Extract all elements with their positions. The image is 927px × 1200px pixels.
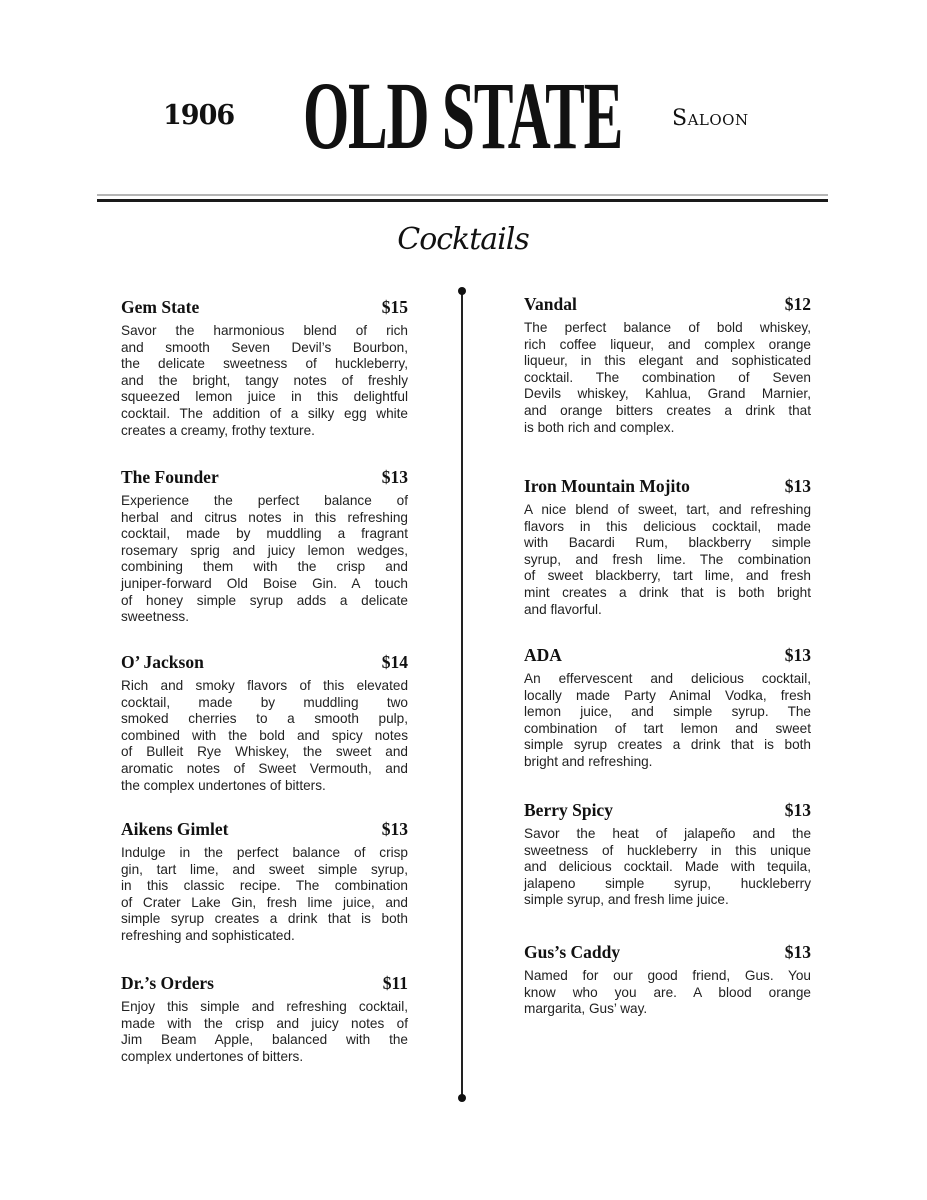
menu-item-description-line: and the bright, tangy notes of freshly — [121, 372, 408, 388]
menu-item-description-line: smoked cherries to a smooth pulp, — [121, 711, 408, 727]
column-divider — [461, 292, 463, 1098]
menu-item-description-line: combining them with the crisp and — [121, 559, 408, 575]
menu-item — [121, 297, 408, 439]
menu-item-header — [121, 467, 408, 487]
menu-item — [524, 942, 811, 1018]
menu-item-header — [121, 973, 408, 993]
menu-item — [121, 467, 408, 626]
menu-item-description-line: the delicate sweetness of huckleberry, — [121, 356, 408, 372]
menu-item-price: $13 — [381, 467, 408, 487]
menu-item-name: The Founder — [121, 467, 219, 487]
menu-item-description-line: simple syrup creates a drink that is both — [524, 737, 811, 753]
menu-item-description-line: with Bacardi Rum, blackberry simple — [524, 535, 811, 551]
menu-item-description-line: lemon juice, and simple syrup. The — [524, 704, 811, 720]
menu-item-name: Iron Mountain Mojito — [524, 476, 690, 496]
menu-item-description-line: margarita, Gus’ way. — [524, 1001, 648, 1017]
menu-item-description-line: gin, tart lime, and sweet simple syrup, — [121, 861, 408, 877]
menu-item-description-line: in this classic recipe. The combination — [121, 878, 408, 894]
menu-item-price: $13 — [784, 476, 811, 496]
menu-item-description-line: of Crater Lake Gin, fresh lime juice, and — [121, 894, 408, 910]
menu-item-price: $13 — [381, 819, 408, 839]
menu-item-description-line: mint creates a drink that is both bright — [524, 584, 811, 600]
menu-item-header — [121, 297, 408, 317]
menu-item-description-line: flavors in this delicious cocktail, made — [524, 518, 811, 534]
menu-item-description-line: aromatic notes of Sweet Vermouth, and — [121, 760, 408, 776]
menu-item-description-line: An effervescent and delicious cocktail, — [524, 671, 811, 686]
menu-item-name: Dr.’s Orders — [121, 973, 214, 993]
menu-item-description-line: combined with the bold and spicy notes — [121, 727, 408, 743]
menu-item-description-line: combination of tart lemon and sweet — [524, 720, 811, 736]
menu-item-description-line: cocktail. The combination of Seven — [524, 369, 811, 385]
menu-item-description-line: sweetness of huckleberry in this unique — [524, 842, 811, 858]
menu-item — [121, 973, 408, 1065]
menu-item-description-line: jalapeno simple syrup, huckleberry — [524, 875, 811, 891]
menu-item-description-line: Jim Beam Apple, balanced with the — [121, 1032, 408, 1048]
header-year: 1906 — [163, 100, 235, 131]
menu-item-name: O’ Jackson — [121, 652, 204, 672]
menu-item-description-line: cocktail, made by muddling two — [121, 694, 408, 710]
menu-item-description-line: and orange bitters creates a drink that — [524, 402, 811, 418]
menu-item — [524, 645, 811, 771]
menu-item-description-line: squeezed lemon juice in this delightful — [121, 389, 408, 405]
menu-item-price: $12 — [784, 294, 811, 314]
menu-item-price: $13 — [784, 645, 811, 665]
menu-item-description-line: Experience the perfect balance of — [121, 493, 408, 508]
menu-item-header — [524, 476, 811, 496]
menu-item-price: $14 — [381, 652, 408, 672]
menu-item-header — [524, 645, 811, 665]
menu-item-description-line: and smooth Seven Devil’s Bourbon, — [121, 339, 408, 355]
header-divider-thin — [97, 194, 828, 196]
menu-item-description-line: rich coffee liqueur, and complex orange — [524, 336, 811, 352]
menu-item-description-line: sweetness. — [121, 609, 190, 625]
menu-item-price: $13 — [784, 942, 811, 962]
menu-item-description-line: rosemary sprig and juicy lemon wedges, — [121, 542, 408, 558]
menu-item-description-line: Savor the harmonious blend of rich — [121, 323, 408, 338]
menu-item-name: Aikens Gimlet — [121, 819, 229, 839]
menu-item-description-line: cocktail. The addition of a silky egg white — [121, 405, 408, 421]
menu-item-header — [524, 800, 811, 820]
menu-item-description-line: cocktail, made by muddling a fragrant — [121, 526, 408, 542]
menu-item-description-line: of honey simple syrup adds a delicate — [121, 592, 408, 608]
menu-item — [121, 819, 408, 945]
menu-item-description-line: Devils whiskey, Kahlua, Grand Marnier, — [524, 386, 811, 402]
menu-item-description-line: is both rich and complex. — [524, 419, 675, 435]
menu-item — [524, 800, 811, 909]
menu-item-description-line: Rich and smoky flavors of this elevated — [121, 678, 408, 693]
menu-item-description-line: made with the crisp and juicy notes of — [121, 1015, 408, 1031]
menu-item-description-line: locally made Party Animal Vodka, fresh — [524, 687, 811, 703]
menu-item-price: $13 — [784, 800, 811, 820]
menu-item-description-line: syrup, and fresh lime. The combination — [524, 551, 811, 567]
divider-top-dot — [458, 287, 466, 295]
menu-item-name: Gem State — [121, 297, 200, 317]
menu-item-description-line: Enjoy this simple and refreshing cocktail, — [121, 999, 408, 1014]
menu-item-description-line: A nice blend of sweet, tart, and refreshing — [524, 502, 811, 517]
menu-item-name: ADA — [524, 645, 562, 665]
menu-item-description-line: creates a creamy, frothy texture. — [121, 422, 315, 438]
menu-item-description-line: Named for our good friend, Gus. You — [524, 968, 811, 983]
menu-item — [524, 476, 811, 618]
menu-item-description-line: refreshing and sophisticated. — [121, 927, 295, 943]
divider-bottom-dot — [458, 1094, 466, 1102]
header-title: OLD STATE — [303, 62, 623, 169]
menu-item-description-line: juniper-forward Old Boise Gin. A touch — [121, 575, 408, 591]
menu-item-description-line: the complex undertones of bitters. — [121, 777, 326, 793]
menu-item-header — [524, 294, 811, 314]
menu-item-description-line: liqueur, in this elegant and sophisticated — [524, 353, 811, 369]
menu-item-description-line: of Bulleit Rye Whiskey, the sweet and — [121, 744, 408, 760]
menu-item-description-line: simple syrup creates a drink that is both — [121, 911, 408, 927]
menu-item-price: $11 — [382, 973, 408, 993]
menu-item-name: Gus’s Caddy — [524, 942, 621, 962]
section-title: Cocktails — [397, 222, 529, 257]
menu-item-header — [524, 942, 811, 962]
menu-item-description-line: and delicious cocktail. Made with tequila, — [524, 859, 811, 875]
menu-item-description-line: Indulge in the perfect balance of crisp — [121, 845, 408, 860]
menu-item-price: $15 — [381, 297, 408, 317]
header-subtitle: Saloon — [672, 106, 749, 131]
menu-item-description-line: of sweet blackberry, tart lime, and fresh — [524, 568, 811, 584]
header-divider-thick — [97, 199, 828, 202]
menu-item-description-line: bright and refreshing. — [524, 753, 653, 769]
menu-item — [121, 652, 408, 794]
menu-item-header — [121, 819, 408, 839]
menu-item-header — [121, 652, 408, 672]
menu-item-description-line: Savor the heat of jalapeño and the — [524, 826, 811, 841]
menu-item-description-line: simple syrup, and fresh lime juice. — [524, 892, 729, 908]
menu-item-name: Vandal — [524, 294, 577, 314]
menu-item-description-line: and flavorful. — [524, 601, 602, 617]
menu-item-description-line: herbal and citrus notes in this refreshing — [121, 509, 408, 525]
menu-item — [524, 294, 811, 436]
menu-item-description-line: The perfect balance of bold whiskey, — [524, 320, 811, 335]
menu-item-name: Berry Spicy — [524, 800, 613, 820]
menu-item-description-line: know who you are. A blood orange — [524, 984, 811, 1000]
menu-item-description-line: complex undertones of bitters. — [121, 1048, 304, 1064]
